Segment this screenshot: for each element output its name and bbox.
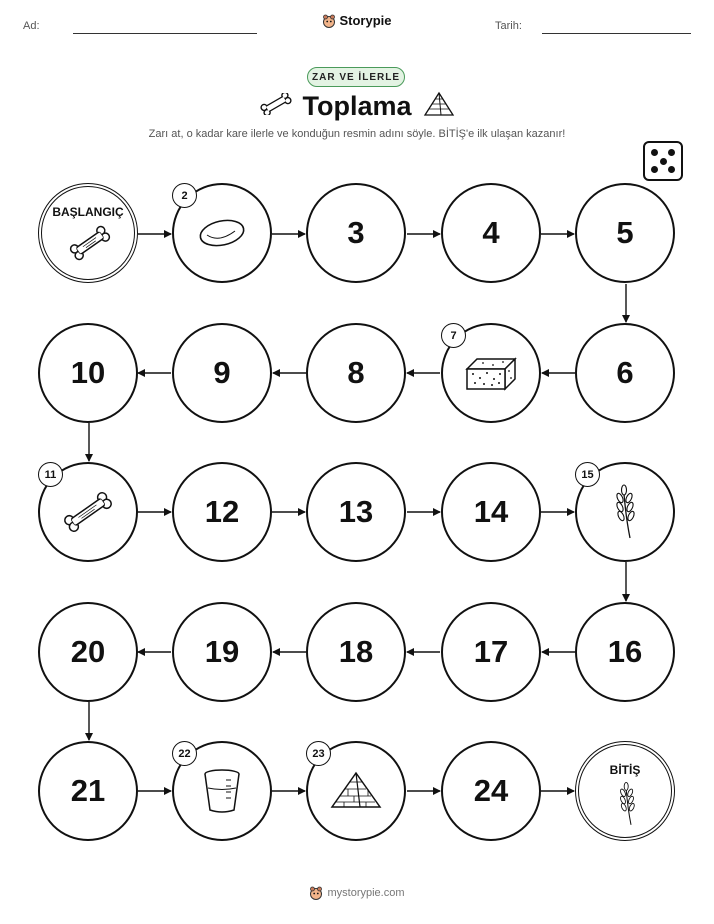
board-cell-6 — [575, 323, 675, 423]
board-cell-20 — [38, 602, 138, 702]
cell-number-badge: 11 — [38, 462, 63, 487]
cell-number: 3 — [347, 215, 365, 250]
board-cell-22 — [172, 741, 272, 841]
board-cell-17 — [441, 602, 541, 702]
board-cell-4 — [441, 183, 541, 283]
board-cell-24 — [441, 741, 541, 841]
board-cell-14 — [441, 462, 541, 562]
name-label: Ad: — [23, 20, 40, 32]
board-cell-7 — [441, 323, 541, 423]
cell-number: 21 — [70, 773, 106, 808]
page-title: Toplama — [302, 91, 412, 121]
board-cell-18 — [306, 602, 406, 702]
board-cell-19 — [172, 602, 272, 702]
board-cell-start — [38, 183, 138, 283]
cell-number: 19 — [204, 634, 240, 669]
cell-number: 14 — [473, 494, 509, 529]
footer-url[interactable]: mystorypie.com — [327, 887, 405, 899]
cell-number: 8 — [347, 355, 365, 390]
cell-number: 6 — [616, 355, 634, 390]
cell-number-badge: 2 — [172, 183, 197, 208]
instructions-text: Zarı at, o kadar kare ilerle ve konduğun resmin adını söyle. BİTİŞ'e ilk ulaşan kazanır! — [148, 128, 566, 140]
date-label: Tarih: — [495, 20, 522, 32]
cell-number-badge: 23 — [306, 741, 331, 766]
bone-icon — [68, 225, 112, 261]
board-cell-3 — [306, 183, 406, 283]
cell-number: 4 — [482, 215, 500, 250]
measuring-cup-icon — [200, 766, 244, 816]
board-cell-9 — [172, 323, 272, 423]
wheat-icon — [610, 482, 640, 542]
cell-number-badge: 7 — [441, 323, 466, 348]
bean-icon — [195, 215, 249, 251]
board-cell-16 — [575, 602, 675, 702]
pyramid-icon — [328, 769, 384, 813]
cell-number: 10 — [70, 355, 106, 390]
cell-number: 5 — [616, 215, 634, 250]
finish-label: BİTİŞ — [609, 763, 641, 777]
start-label: BAŞLANGIÇ — [52, 205, 124, 219]
cell-number: 18 — [338, 634, 374, 669]
board-cell-8 — [306, 323, 406, 423]
cell-number: 24 — [473, 773, 509, 808]
cell-number: 20 — [70, 634, 106, 669]
board-cell-finish — [575, 741, 675, 841]
storypie-mascot-icon — [309, 886, 323, 900]
cell-number: 12 — [204, 494, 240, 529]
bone-icon — [61, 490, 115, 534]
board-cell-15 — [575, 462, 675, 562]
board-cell-5 — [575, 183, 675, 283]
cell-number: 17 — [473, 634, 509, 669]
cell-number-badge: 15 — [575, 462, 600, 487]
footer — [0, 886, 714, 903]
board-cell-11 — [38, 462, 138, 562]
board-cell-12 — [172, 462, 272, 562]
game-type-badge: ZAR VE İLERLE — [307, 67, 405, 87]
cell-number: 16 — [607, 634, 643, 669]
board-cell-23 — [306, 741, 406, 841]
board-cell-13 — [306, 462, 406, 562]
cell-number: 13 — [338, 494, 374, 529]
cell-number: 9 — [213, 355, 231, 390]
brand-name: Storypie — [339, 13, 392, 28]
board-cell-10 — [38, 323, 138, 423]
sponge-icon — [461, 353, 521, 393]
board-cell-2 — [172, 183, 272, 283]
cell-number-badge: 22 — [172, 741, 197, 766]
board-cell-21 — [38, 741, 138, 841]
wheat-icon — [615, 779, 639, 829]
